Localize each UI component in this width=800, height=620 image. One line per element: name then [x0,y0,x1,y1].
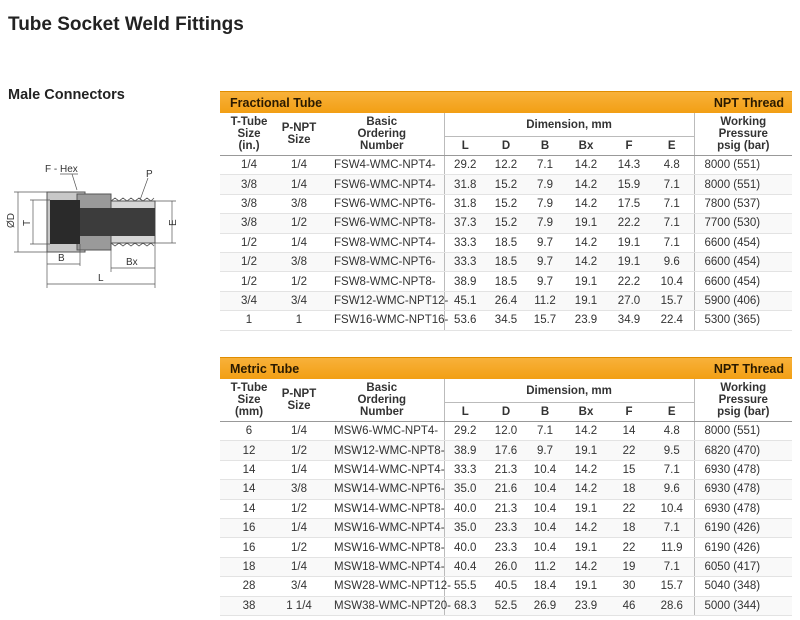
dim-e-cell: 10.4 [650,499,694,518]
dim-b-cell: 10.4 [526,518,564,537]
fractional-tube-table [220,91,792,331]
dim-e-cell: 11.9 [650,538,694,557]
npt-size-cell: 1/2 [278,538,320,557]
dim-f-cell: 17.5 [608,194,650,213]
metric-band [220,357,792,379]
table-row [220,272,792,291]
table-row [220,175,792,194]
dim-f-cell: 19 [608,557,650,576]
dim-f-cell: 15.9 [608,175,650,194]
npt-size-cell: 3/8 [278,194,320,213]
header-pressure-3: psig (bar) [717,406,770,418]
header-f: F [608,137,650,156]
working-pressure-cell: 7700 (530) [694,214,792,233]
dim-bx-cell: 14.2 [564,422,608,441]
dim-f-cell: 27.0 [608,291,650,310]
table-row [220,499,792,518]
npt-size-cell: 1/2 [278,214,320,233]
dim-d-cell: 15.2 [486,214,526,233]
dim-d-cell: 52.5 [486,596,526,615]
header-ttube-2: Size [237,128,261,140]
tube-size-cell: 14 [220,460,278,479]
npt-size-cell: 3/4 [278,291,320,310]
dim-d-cell: 15.2 [486,194,526,213]
dim-bx-cell: 19.1 [564,441,608,460]
label-p: P [146,169,153,180]
dim-e-cell: 4.8 [650,156,694,175]
ordering-number-cell: FSW4-WMC-NPT4- [320,156,444,175]
dim-f-cell: 22 [608,499,650,518]
label-od: ØD [6,213,17,228]
dim-d-cell: 21.3 [486,499,526,518]
header-ttube-3: (in.) [238,140,260,152]
npt-size-cell: 1/4 [278,518,320,537]
band-thread: NPT Thread [713,95,784,110]
dim-b-cell: 18.4 [526,577,564,596]
dim-e-cell: 10.4 [650,272,694,291]
dim-bx-cell: 14.2 [564,194,608,213]
band-thread: NPT Thread [713,361,784,376]
header-pnpt: P-NPT [281,388,317,400]
table-row [220,518,792,537]
header-ttube-3: (mm) [234,406,264,418]
dim-bx-cell: 14.2 [564,460,608,479]
label-l: L [98,273,104,284]
header-b: B [526,137,564,156]
ordering-number-cell: FSW6-WMC-NPT6- [320,194,444,213]
ordering-number-cell: MSW14-WMC-NPT6- [320,480,444,499]
working-pressure-cell: 8000 (551) [694,175,792,194]
table-row [220,422,792,441]
npt-size-cell: 3/8 [278,480,320,499]
label-b: B [58,253,65,264]
dim-e-cell: 9.6 [650,480,694,499]
dim-f-cell: 18 [608,518,650,537]
header-ordering: Basic [366,116,398,128]
dim-d-cell: 17.6 [486,441,526,460]
npt-size-cell: 3/8 [278,252,320,271]
dim-f-cell: 22 [608,441,650,460]
dim-l-cell: 33.3 [444,233,486,252]
tube-size-cell: 3/4 [220,291,278,310]
dim-l-cell: 31.8 [444,194,486,213]
ordering-number-cell: MSW16-WMC-NPT8- [320,538,444,557]
data-table [220,379,792,616]
dim-d-cell: 26.4 [486,291,526,310]
working-pressure-cell: 5040 (348) [694,577,792,596]
header-bx: Bx [564,403,608,422]
fractional-rows [220,156,792,331]
dim-bx-cell: 14.2 [564,175,608,194]
npt-size-cell: 1/4 [278,557,320,576]
dim-l-cell: 33.3 [444,252,486,271]
dim-e-cell: 9.6 [650,252,694,271]
dim-bx-cell: 19.1 [564,538,608,557]
label-hex: F - Hex [45,164,78,175]
dim-d-cell: 40.5 [486,577,526,596]
dim-f-cell: 14 [608,422,650,441]
header-ttube-2: Size [237,394,261,406]
band-title: Fractional Tube [230,95,323,110]
dim-d-cell: 12.2 [486,156,526,175]
working-pressure-cell: 6930 (478) [694,499,792,518]
header-d: D [486,137,526,156]
dim-e-cell: 7.1 [650,175,694,194]
dim-d-cell: 15.2 [486,175,526,194]
working-pressure-cell: 5300 (365) [694,311,792,330]
dim-f-cell: 19.1 [608,252,650,271]
npt-size-cell: 1/2 [278,441,320,460]
header-pnpt-2: Size [287,134,311,146]
dim-bx-cell: 19.1 [564,291,608,310]
dim-f-cell: 14.3 [608,156,650,175]
dim-b-cell: 9.7 [526,233,564,252]
dim-b-cell: 26.9 [526,596,564,615]
tube-size-cell: 1/4 [220,156,278,175]
dim-b-cell: 10.4 [526,460,564,479]
npt-size-cell: 1/4 [278,156,320,175]
dim-b-cell: 9.7 [526,252,564,271]
dim-b-cell: 7.1 [526,156,564,175]
dim-bx-cell: 14.2 [564,557,608,576]
table-row [220,252,792,271]
dim-f-cell: 22.2 [608,272,650,291]
dim-bx-cell: 14.2 [564,480,608,499]
tube-size-cell: 1/2 [220,233,278,252]
ordering-number-cell: FSW8-WMC-NPT8- [320,272,444,291]
label-t: T [22,219,33,226]
header-ttube: T-Tube [230,382,268,394]
tube-size-cell: 14 [220,499,278,518]
section-title: Male Connectors [8,87,125,103]
dim-b-cell: 11.2 [526,291,564,310]
header-ordering: Basic [366,382,398,394]
working-pressure-cell: 8000 (551) [694,156,792,175]
dim-l-cell: 45.1 [444,291,486,310]
npt-size-cell: 1/4 [278,460,320,479]
header-l: L [444,137,486,156]
dim-e-cell: 7.1 [650,460,694,479]
dim-d-cell: 34.5 [486,311,526,330]
npt-size-cell: 1/2 [278,499,320,518]
ordering-number-cell: MSW14-WMC-NPT8- [320,499,444,518]
tube-size-cell: 18 [220,557,278,576]
dim-d-cell: 21.6 [486,480,526,499]
dim-d-cell: 21.3 [486,460,526,479]
dim-f-cell: 30 [608,577,650,596]
header-pressure: Working [720,116,767,128]
dim-f-cell: 46 [608,596,650,615]
metric-rows [220,422,792,616]
dim-b-cell: 9.7 [526,441,564,460]
header-pressure-2: Pressure [718,394,768,406]
tube-size-cell: 16 [220,538,278,557]
npt-size-cell: 1/4 [278,422,320,441]
dim-e-cell: 7.1 [650,518,694,537]
ordering-number-cell: MSW12-WMC-NPT8- [320,441,444,460]
npt-size-cell: 1 [278,311,320,330]
dim-l-cell: 35.0 [444,480,486,499]
dim-d-cell: 18.5 [486,233,526,252]
dim-f-cell: 18 [608,480,650,499]
working-pressure-cell: 6600 (454) [694,272,792,291]
dim-l-cell: 38.9 [444,441,486,460]
header-ordering-3: Number [360,406,404,418]
ordering-number-cell: MSW6-WMC-NPT4- [320,422,444,441]
table-row [220,538,792,557]
npt-size-cell: 1/2 [278,272,320,291]
working-pressure-cell: 7800 (537) [694,194,792,213]
dim-b-cell: 7.9 [526,194,564,213]
dim-bx-cell: 14.2 [564,233,608,252]
header-d: D [486,403,526,422]
tube-size-cell: 6 [220,422,278,441]
tube-size-cell: 12 [220,441,278,460]
dim-e-cell: 7.1 [650,214,694,233]
dim-e-cell: 7.1 [650,194,694,213]
fractional-band [220,91,792,113]
header-pressure-3: psig (bar) [717,140,770,152]
working-pressure-cell: 6930 (478) [694,480,792,499]
npt-size-cell: 1/4 [278,175,320,194]
tube-size-cell: 1 [220,311,278,330]
dim-l-cell: 29.2 [444,422,486,441]
dim-l-cell: 31.8 [444,175,486,194]
dim-e-cell: 7.1 [650,557,694,576]
working-pressure-cell: 5900 (406) [694,291,792,310]
dim-d-cell: 12.0 [486,422,526,441]
table-row [220,311,792,330]
table-row [220,480,792,499]
ordering-number-cell: MSW14-WMC-NPT4- [320,460,444,479]
ordering-number-cell: FSW6-WMC-NPT8- [320,214,444,233]
dim-bx-cell: 19.1 [564,214,608,233]
dim-l-cell: 38.9 [444,272,486,291]
working-pressure-cell: 5000 (344) [694,596,792,615]
dim-d-cell: 23.3 [486,538,526,557]
dim-e-cell: 28.6 [650,596,694,615]
tube-size-cell: 38 [220,596,278,615]
dim-f-cell: 19.1 [608,233,650,252]
dim-bx-cell: 19.1 [564,272,608,291]
dim-d-cell: 23.3 [486,518,526,537]
tube-size-cell: 16 [220,518,278,537]
dim-e-cell: 7.1 [650,233,694,252]
working-pressure-cell: 6050 (417) [694,557,792,576]
metric-tube-table [220,357,792,616]
working-pressure-cell: 6600 (454) [694,252,792,271]
header-dimension: Dimension, mm [444,113,694,137]
dim-b-cell: 7.9 [526,175,564,194]
header-bx: Bx [564,137,608,156]
dim-l-cell: 53.6 [444,311,486,330]
working-pressure-cell: 6190 (426) [694,538,792,557]
header-e: E [650,403,694,422]
header-e: E [650,137,694,156]
npt-size-cell: 1 1/4 [278,596,320,615]
dim-b-cell: 7.1 [526,422,564,441]
header-ordering-2: Ordering [357,128,407,140]
header-pressure-2: Pressure [718,128,768,140]
dim-b-cell: 11.2 [526,557,564,576]
ordering-number-cell: MSW28-WMC-NPT12- [320,577,444,596]
page-title: Tube Socket Weld Fittings [8,14,244,35]
working-pressure-cell: 6600 (454) [694,233,792,252]
working-pressure-cell: 6820 (470) [694,441,792,460]
dim-bx-cell: 14.2 [564,252,608,271]
table-row [220,194,792,213]
tube-size-cell: 1/2 [220,252,278,271]
table-row [220,233,792,252]
dim-d-cell: 26.0 [486,557,526,576]
ordering-number-cell: MSW38-WMC-NPT20- [320,596,444,615]
dim-f-cell: 22 [608,538,650,557]
header-dimension: Dimension, mm [444,379,694,403]
data-table [220,113,792,331]
fitting-body [47,192,155,252]
header-pnpt-2: Size [287,400,311,412]
dim-e-cell: 15.7 [650,577,694,596]
header-b: B [526,403,564,422]
dim-bx-cell: 19.1 [564,577,608,596]
table-row [220,460,792,479]
tube-size-cell: 1/2 [220,272,278,291]
dim-l-cell: 33.3 [444,460,486,479]
working-pressure-cell: 6190 (426) [694,518,792,537]
header-ordering-2: Ordering [357,394,407,406]
dim-d-cell: 18.5 [486,252,526,271]
ordering-number-cell: FSW8-WMC-NPT6- [320,252,444,271]
dim-l-cell: 40.4 [444,557,486,576]
ordering-number-cell: MSW18-WMC-NPT4- [320,557,444,576]
tube-size-cell: 3/8 [220,175,278,194]
ordering-number-cell: FSW6-WMC-NPT4- [320,175,444,194]
header-pressure: Working [720,382,767,394]
ordering-number-cell: FSW8-WMC-NPT4- [320,233,444,252]
dim-b-cell: 7.9 [526,214,564,233]
dim-bx-cell: 14.2 [564,518,608,537]
table-row [220,291,792,310]
ordering-number-cell: FSW12-WMC-NPT12- [320,291,444,310]
dim-e-cell: 4.8 [650,422,694,441]
header-ordering-3: Number [360,140,404,152]
table-row [220,596,792,615]
dim-b-cell: 10.4 [526,480,564,499]
male-connector-diagram [0,150,215,300]
tube-size-cell: 3/8 [220,194,278,213]
tube-size-cell: 14 [220,480,278,499]
table-row [220,577,792,596]
dim-f-cell: 15 [608,460,650,479]
dim-f-cell: 34.9 [608,311,650,330]
ordering-number-cell: MSW16-WMC-NPT4- [320,518,444,537]
header-ttube: T-Tube [230,116,268,128]
dim-d-cell: 18.5 [486,272,526,291]
dim-b-cell: 9.7 [526,272,564,291]
dim-e-cell: 15.7 [650,291,694,310]
dim-l-cell: 37.3 [444,214,486,233]
dim-f-cell: 22.2 [608,214,650,233]
table-row [220,441,792,460]
header-pnpt: P-NPT [281,122,317,134]
dim-l-cell: 29.2 [444,156,486,175]
dim-l-cell: 40.0 [444,538,486,557]
dim-l-cell: 55.5 [444,577,486,596]
tube-size-cell: 28 [220,577,278,596]
working-pressure-cell: 8000 (551) [694,422,792,441]
dim-b-cell: 15.7 [526,311,564,330]
label-bx: Bx [126,257,138,268]
header-f: F [608,403,650,422]
label-e: E [168,219,179,226]
npt-size-cell: 1/4 [278,233,320,252]
tube-size-cell: 3/8 [220,214,278,233]
dim-b-cell: 10.4 [526,499,564,518]
dim-bx-cell: 23.9 [564,596,608,615]
npt-size-cell: 3/4 [278,577,320,596]
dim-e-cell: 9.5 [650,441,694,460]
working-pressure-cell: 6930 (478) [694,460,792,479]
ordering-number-cell: FSW16-WMC-NPT16- [320,311,444,330]
dim-e-cell: 22.4 [650,311,694,330]
table-row [220,557,792,576]
dim-l-cell: 35.0 [444,518,486,537]
band-title: Metric Tube [230,361,300,376]
dim-bx-cell: 19.1 [564,499,608,518]
table-row [220,156,792,175]
dim-b-cell: 10.4 [526,538,564,557]
dim-l-cell: 40.0 [444,499,486,518]
header-l: L [444,403,486,422]
dim-bx-cell: 23.9 [564,311,608,330]
dim-l-cell: 68.3 [444,596,486,615]
table-row [220,214,792,233]
dim-bx-cell: 14.2 [564,156,608,175]
